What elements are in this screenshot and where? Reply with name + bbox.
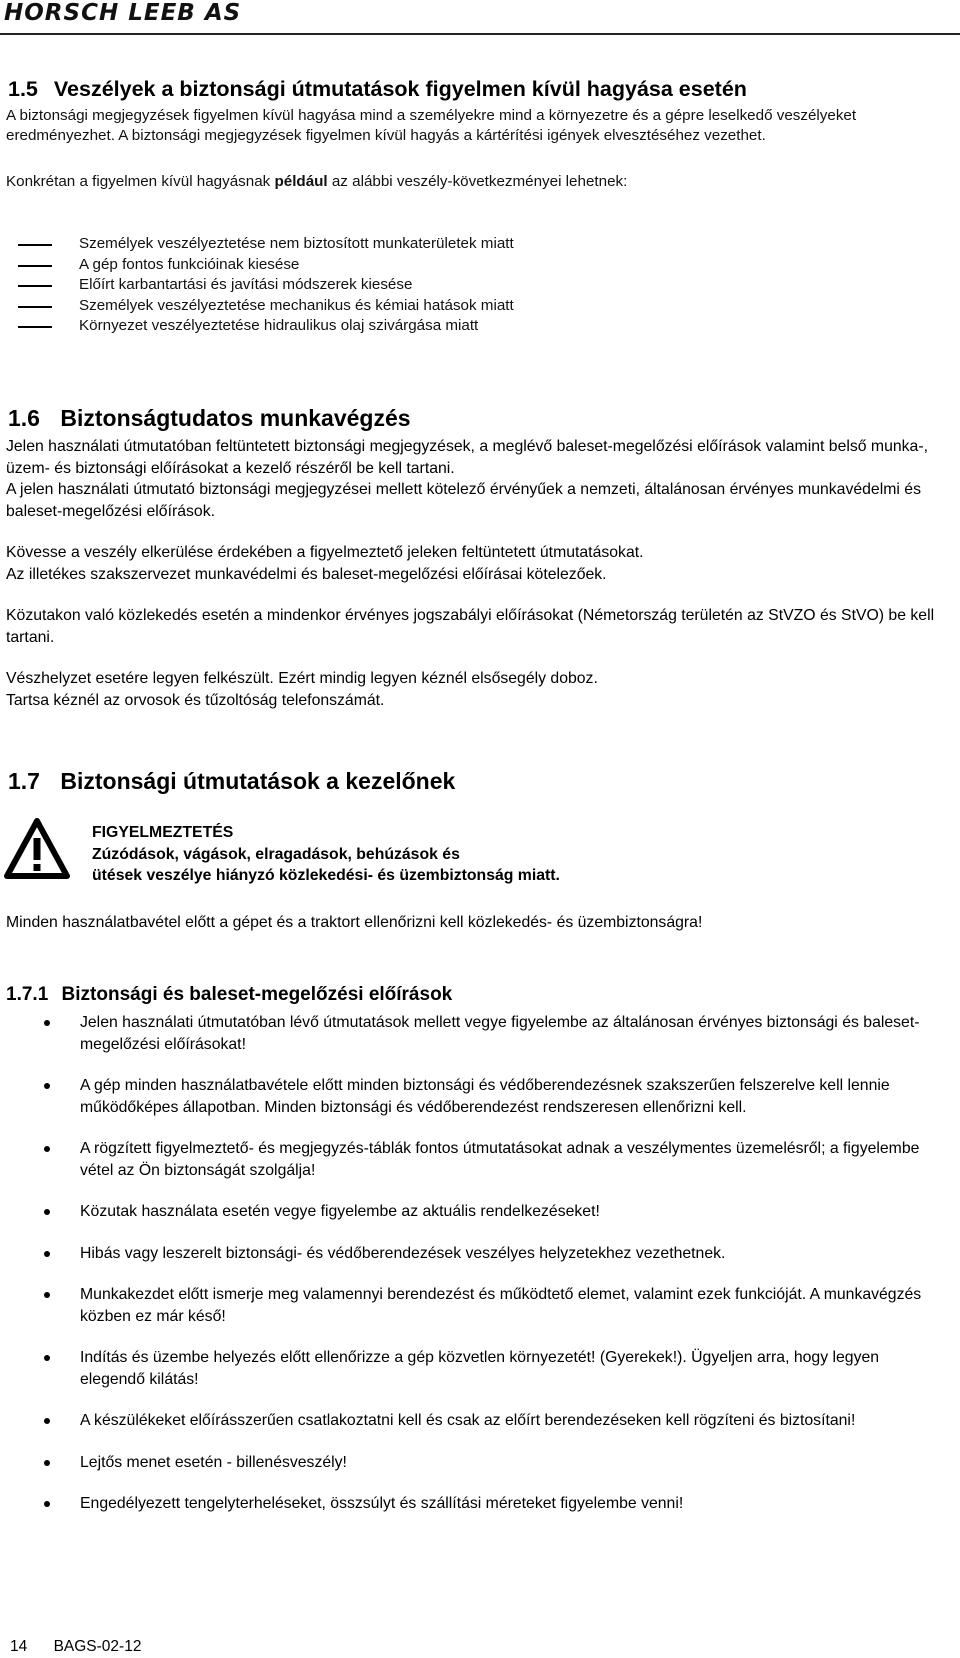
paragraph: Kövesse a veszély elkerülése érdekében a figyelmeztető jeleken feltüntetett útmutatásokat. (6, 544, 644, 561)
bullet-marker (44, 1292, 50, 1298)
emphasis-text: például (274, 173, 328, 190)
bullet-marker (44, 1146, 50, 1152)
bullet-marker (44, 1083, 50, 1089)
warning-title: FIGYELMEZTETÉS (92, 824, 234, 841)
bullet-marker (44, 1020, 50, 1026)
list-item (4, 1138, 944, 1181)
dash-marker (18, 244, 52, 246)
section-title: Biztonsági útmutatások a kezelőnek (60, 768, 456, 794)
list-item (4, 1201, 944, 1223)
text-run: Konkrétan a figyelmen kívül hagyásnak (6, 173, 275, 190)
warning-box (92, 822, 912, 887)
list-item (4, 1410, 944, 1432)
page-footer (10, 1638, 163, 1656)
section-1-5-body (6, 106, 946, 192)
section-1-6-heading (8, 404, 411, 432)
warning-triangle-icon (4, 818, 70, 880)
section-1-5-heading (8, 76, 747, 102)
list-item-text: Lejtős menet esetén - billenésveszély! (80, 1453, 347, 1471)
list-item-text: Munkakezdet előtt ismerje meg valamennyi berendezést és működtető elemet, valamint ezek funkcióját. A munkavégzés közben ez már késő! (80, 1286, 922, 1325)
list-item (4, 1284, 944, 1327)
warning-text: Zúzódások, vágások, elragadások, behúzások és (92, 845, 460, 863)
paragraph: A jelen használati útmutató biztonsági megjegyzései mellett kötelező érvényűek a nemzeti, általánosan érvényes munkavédelmi és baleset-megelőzési előírások. (6, 481, 921, 520)
list-item-text: Jelen használati útmutatóban lévő útmutatások mellett vegye figyelembe az általánosan érvényes biztonsági és baleset-megelőzési előírásokat! (80, 1014, 920, 1053)
header-divider (0, 33, 960, 35)
list-item (4, 1012, 944, 1055)
section-title: Veszélyek a biztonsági útmutatások figyelmen kívül hagyása esetén (53, 77, 747, 101)
paragraph (6, 172, 946, 192)
paragraph: A biztonsági megjegyzések figyelmen kívül hagyása mind a személyekre mind a környezetre és a gépre leselkedő veszélyeket eredményezhet. A biztonsági megjegyzések figyelmen kívül hagyás a kártérítési igények elvesztéséhez vezethet. (6, 107, 857, 144)
paragraph: Jelen használati útmutatóban feltüntetett biztonsági megjegyzések, a meglévő baleset-megelőzési előírások valamint belső munka-, üzem- és biztonsági előírásokat a kezelő részéről be kell tartani. (6, 438, 928, 477)
list-item (6, 255, 926, 276)
list-item (4, 1347, 944, 1390)
section-title: Biztonsági és baleset-megelőzési előírások (61, 984, 453, 1005)
list-item (4, 1493, 944, 1515)
warning-text: ütések veszélye hiányzó közlekedési- és üzembiztonság miatt. (92, 867, 560, 884)
paragraph: Közutakon való közlekedés esetén a mindenkor érvényes jogszabályi előírásokat (Németország területén az StVZO és StVO) be kell tartani. (6, 607, 935, 646)
bullet-marker (44, 1251, 50, 1257)
page-number: 14 (10, 1638, 28, 1655)
dash-marker (18, 265, 52, 267)
section-1-6-body (6, 436, 951, 711)
bullet-marker (44, 1418, 50, 1424)
list-item (4, 1452, 944, 1474)
text-run: az alábbi veszély-következményei lehetnek: (327, 173, 628, 190)
list-item-text: A gép minden használatbavétele előtt minden biztonsági és védőberendezésnek szakszerűen felszerelve kell lennie működőképes állapotban. Minden biztonsági és védőberendezést rendszeresen ellenőrizni kell. (80, 1077, 890, 1116)
list-item-text: Előírt karbantartási és javítási módszerek kiesése (79, 276, 413, 293)
dash-marker (18, 306, 52, 308)
section-number: 1.7.1 (6, 984, 49, 1005)
bullet-marker (44, 1355, 50, 1361)
paragraph: Tartsa kéznél az orvosok és tűzoltóság telefonszámát. (6, 691, 385, 709)
document-code: BAGS-02-12 (53, 1638, 142, 1655)
section-title: Biztonságtudatos munkavégzés (60, 405, 411, 431)
section-number: 1.6 (8, 405, 40, 431)
bullet-marker (44, 1501, 50, 1507)
list-item-text: Személyek veszélyeztetése mechanikus és kémiai hatások miatt (79, 296, 514, 314)
section-1-7-heading (8, 767, 455, 795)
list-item-text: A rögzített figyelmeztető- és megjegyzés-táblák fontos útmutatásokat adnak a veszélymentes üzemelésről; a figyelembe vétel az Ön biztonságát szolgálja! (80, 1140, 920, 1179)
paragraph: Minden használatbavétel előtt a gépet és a traktort ellenőrizni kell közlekedés- és üzembiztonságra! (6, 914, 703, 931)
list-item (6, 316, 926, 337)
section-1-7-1-heading (6, 983, 452, 1007)
bullet-marker (44, 1209, 50, 1215)
list-item-text: Személyek veszélyeztetése nem biztosított munkaterületek miatt (79, 235, 514, 252)
list-item-text: Indítás és üzembe helyezés előtt ellenőrizze a gép közvetlen környezetét! (Gyerekek!). Ügyeljen arra, hogy legyen elegendő kilátás! (80, 1349, 880, 1388)
list-item (6, 234, 926, 255)
list-item-text: A gép fontos funkcióinak kiesése (79, 255, 300, 273)
consequence-list (6, 234, 926, 337)
section-number: 1.5 (8, 77, 38, 101)
safety-rules-list (4, 1012, 944, 1535)
section-number: 1.7 (8, 768, 40, 794)
dash-marker (18, 326, 52, 328)
list-item-text: A készülékeket előírásszerűen csatlakoztatni kell és csak az előírt berendezéseken kell rögzíteni és biztosítani! (80, 1412, 856, 1429)
list-item-text: Közutak használata esetén vegye figyelembe az aktuális rendelkezéseket! (80, 1203, 600, 1220)
list-item (6, 296, 926, 317)
list-item (4, 1075, 944, 1118)
list-item-text: Környezet veszélyeztetése hidraulikus olaj szivárgása miatt (79, 317, 479, 334)
list-item (6, 275, 926, 296)
list-item-text: Hibás vagy leszerelt biztonsági- és védőberendezések veszélyes helyzetekhez vezethetnek. (80, 1244, 726, 1262)
dash-marker (18, 285, 52, 287)
brand-logo: HORSCH LEEB AS (4, 0, 242, 26)
paragraph: Vészhelyzet esetére legyen felkészült. Ezért mindig legyen kéznél elsősegély doboz. (6, 670, 598, 687)
bullet-marker (44, 1460, 50, 1466)
list-item (4, 1243, 944, 1265)
paragraph: Az illetékes szakszervezet munkavédelmi és baleset-megelőzési előírásai kötelezőek. (6, 565, 607, 583)
list-item-text: Engedélyezett tengelyterheléseket, összsúlyt és szállítási méreteket figyelembe venni! (80, 1495, 684, 1512)
